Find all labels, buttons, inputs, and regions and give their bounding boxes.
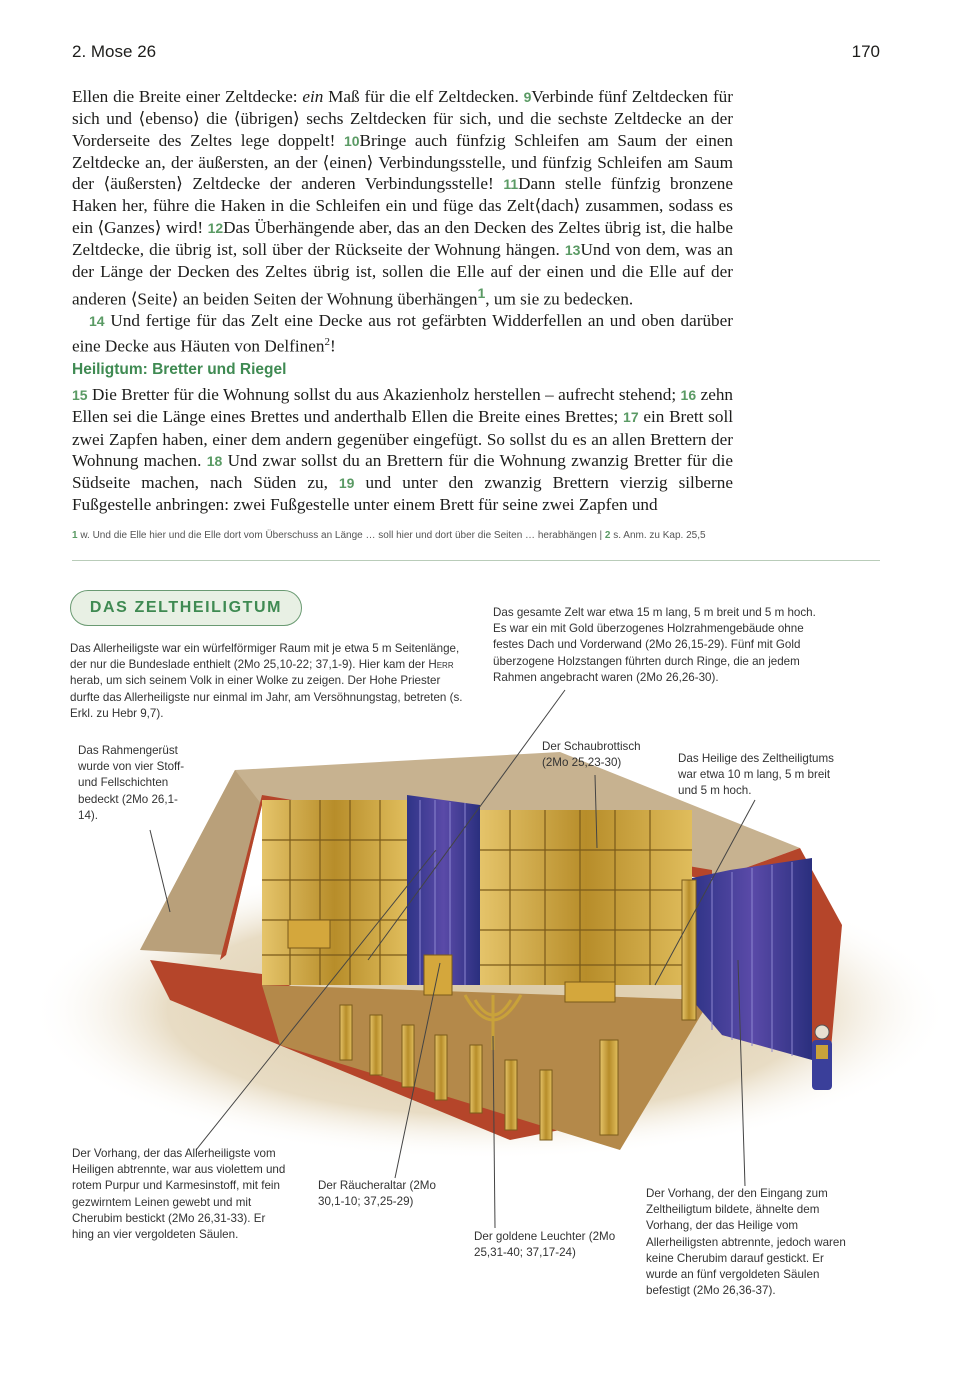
caption-schaubrottisch: Der Schaubrottisch (2Mo 25,23-30): [542, 740, 641, 770]
verse-number: 10: [343, 132, 360, 149]
verse-number: 17: [623, 409, 639, 426]
verse-number: 9: [523, 89, 532, 105]
back-wall-frames: [262, 800, 407, 985]
showbread-table: [565, 982, 615, 1002]
verse-number: 18: [206, 452, 223, 469]
ark-of-covenant: [288, 920, 330, 948]
caption-vorhang-eingang: Der Vorhang, der den Eingang zum Zeltheiligtum bildete, ähnelte dem Vorhang, der das Heilige vom Allerheiligsten abtrennte, jedoch waren keine Cherubim darauf gestickt. Er wurde an fünf vergoldeten Säulen befestigt (2Mo 26,36-37).: [646, 1187, 846, 1298]
running-head: 2. Mose 26: [72, 42, 157, 61]
verse-number: 13: [564, 242, 581, 259]
paragraph-1: Ellen die Breite einer Zeltdecke: ein Maß für die elf Zeltdecken. 9Verbinde fünf Zeltdecken für sich und ⟨ebenso⟩ die ⟨übrigen⟩ sechs Zeltdecken für sich, und die sechste Zeltdecke an der Vorderseite des Zeltes lege doppelt! 10Bringe auch fünfzig Schleifen am Saum der einen Zeltdecke an, der äußersten, an der ⟨einen⟩ Verbindungsstelle, und fünfzig Schleifen am Saum der ⟨äußersten⟩ Zeltdecke der anderen Verbindungsstelle! 11Dann stelle fünfzig bronzene Haken her, führe die Haken in die Schleifen ein und füge das Zelt⟨dach⟩ zusammen, sodass es ein ⟨Ganzes⟩ wird! 12Das Überhängende aber, das an den Decken des Zeltes übrig ist, die halbe Zeltdecke, die übrig ist, soll über der Rückseite der Wohnung hängen. 13Und von dem, was an der Länge der Decken des Zeltes übrig ist, sollen die Elle auf der einen und die Elle auf der anderen ⟨Seite⟩ an beiden Seiten der Wohnung überhängen$^1$, um sie zu bedecken.: [72, 87, 734, 309]
caption-raeucheraltar: Der Räucheraltar (2Mo 30,1-10; 37,25-29): [318, 1179, 436, 1209]
infobox-title: DAS ZELTHEILIGTUM: [70, 590, 302, 626]
caption-vorhang-allerheiligste: Der Vorhang, der das Allerheiligste vom Heiligen abtrennte, war aus violettem und rotem Purpur und Karmesinstoff, mit fein gezwirntem Leinen gewebt und mit Cherubim bestickt (2Mo 26,31-33). Er hing an vier vergoldeten Säulen.: [72, 1147, 286, 1242]
section-heading: Heiligtum: Bretter und Riegel: [72, 361, 287, 378]
footnotes: 1 w. Und die Elle hier und die Elle dort vom Überschuss an Länge … soll hier und dort über die Seiten … herabhängen | 2 s. Anm. zu Kap. 25,5: [72, 530, 706, 541]
paragraph-2: 14 Und fertige für das Zelt eine Decke aus rot gefärbten Widderfellen an und oben darüber eine Decke aus Häuten von Delfinen$^2$!: [72, 310, 733, 356]
caption-gesamtes-zelt: Das gesamte Zelt war etwa 15 m lang, 5 m breit und 5 m hoch. Es war ein mit Gold überzogenes Holzrahmengebäude ohne festes Dach und Vorderwand (2Mo 26,15-29). Fünf mit Gold überzogene Holzstangen führten durch Ringe, die an jedem Rahmen angebracht waren (2Mo 26,26-30).: [493, 606, 816, 684]
verse-number: 14: [89, 312, 105, 329]
caption-allerheiligste: Das Allerheiligste war ein würfelförmiger Raum mit je etwa 5 m Seitenlänge, der nur die Bundeslade enthielt (2Mo 25,10-22; 37,1-9). Hier kam der Herr herab, um sich seinem Volk in einer Wolke zu zeigen. Der Hohe Priester durfte das Allerheiligste nur einmal im Jahr, am Versöhnungstag, betreten (s. Erkl. zu Hebr 9,7).: [70, 642, 463, 720]
footnote-ref[interactable]: 1: [477, 284, 486, 301]
paragraph-3: 15 Die Bretter für die Wohnung sollst du aus Akazienholz herstellen – aufrecht stehend; 16 zehn Ellen sei die Länge eines Brettes und anderthalb Ellen die Breite eines Brettes; 17 ein Brett soll zwei Zapfen haben, einer dem andern gegenüber eingefügt. So sollst du es an allen Brettern der Wohnung machen. 18 Und zwar sollst du an Brettern für die Wohnung zwanzig Bretter für die Südseite machen, nach Süden zu, 19 und unter den zwanzig Brettern vierzig silberne Fußgestelle anbringen: zwei Fußgestelle unter einem Brett für seine zwei Zapfen und: [72, 385, 734, 515]
caption-rahmengeruest: Das Rahmengerüst wurde von vier Stoff- und Fellschichten bedeckt (2Mo 26,1-14).: [78, 744, 185, 822]
verse-number: 15: [72, 387, 88, 403]
footnote-ref[interactable]: 2: [324, 336, 330, 348]
caption-heilige: Das Heilige des Zeltheiligtums war etwa 10 m lang, 5 m breit und 5 m hoch.: [678, 752, 834, 798]
caption-leuchter: Der goldene Leuchter (2Mo 25,31-40; 37,17-24): [474, 1230, 616, 1260]
verse-number: 16: [680, 387, 697, 403]
incense-altar: [424, 955, 452, 995]
verse-number: 11: [503, 176, 519, 193]
verse-number: 19: [338, 475, 355, 492]
verse-number: 12: [207, 219, 224, 236]
page-number: 170: [851, 42, 880, 61]
corner-pillar: [682, 880, 696, 1020]
middle-wall-frames: [480, 810, 692, 985]
